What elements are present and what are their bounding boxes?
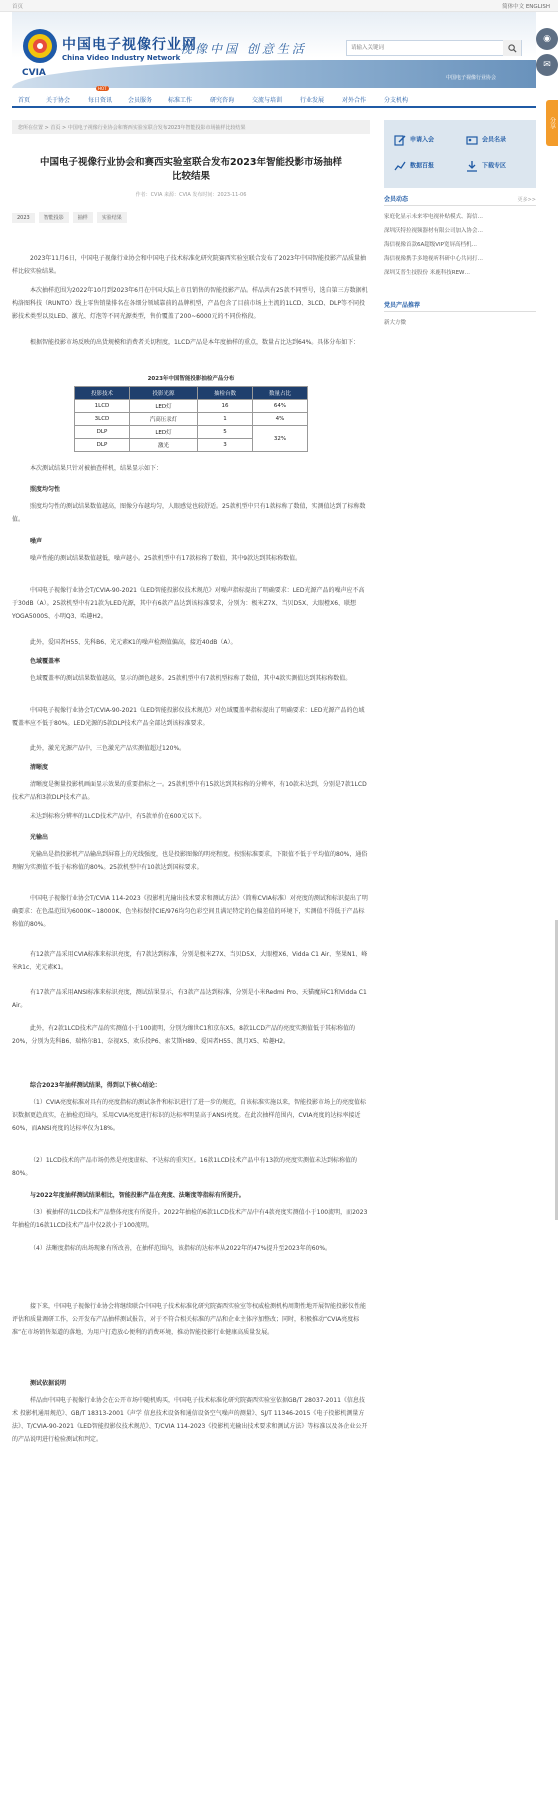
tag-item[interactable]: 2023	[12, 213, 35, 223]
section-heading: 照度均匀性	[30, 486, 61, 493]
table-header: 投影光源	[129, 387, 197, 400]
article-tags	[12, 212, 131, 223]
share-button[interactable]: 分享	[546, 100, 558, 146]
table-row: 3LCD 汽高压汞灯 1 4%	[75, 413, 308, 426]
paragraph: 此外，爱国者H55、先科B6、光元素K1的噪声检测值偏高，接近40dB（A）。	[30, 639, 237, 646]
paragraph: 此外，激光光源产品中，三色激光产品实测值超过120%。	[30, 745, 186, 752]
paragraph: （2）1LCD技术的产品市场仍然是亮度虚标、不达标的重灾区。16款1LCD技术产品中有13款的亮度实测值未达到标称值的80%。	[12, 1157, 358, 1177]
quick-link-members[interactable]: 会员名录	[466, 134, 526, 148]
language-switch[interactable]: 简体中文 ENGLISH	[502, 4, 550, 10]
list-item[interactable]: 海信视像首款6A超级VIP宽屏高档机…	[384, 242, 477, 248]
brand-name-en: China Video Industry Network	[62, 54, 181, 62]
table-header: 投影技术	[75, 387, 130, 400]
list-item[interactable]: 海信视像携手多地视听科研中心共同打…	[384, 256, 484, 262]
search-box	[346, 40, 522, 56]
nav-training[interactable]: 交流与培训	[252, 97, 283, 104]
weibo-icon[interactable]: ◉	[536, 28, 558, 50]
paragraph: （3）被抽样的1LCD技术产品整体亮度有所提升。2022年抽检的6款1LCD技术产品中有4款亮度实测值小于100流明，而2023年抽检的16款1LCD技术产品中仅2款小于100流明。	[12, 1209, 368, 1229]
nav-news[interactable]: 每日资讯	[88, 97, 113, 104]
tag-item[interactable]: 智能投影	[39, 212, 69, 223]
tag-item[interactable]: 实验结果	[97, 212, 127, 223]
paragraph: （4）法晰度指标的出场现象有所改善，在抽样范围内，该指标的达标率从2022年的47%提升至2023年的60%。	[30, 1245, 332, 1252]
quick-link-join[interactable]: 申请入会	[394, 134, 454, 148]
section-heading: 清晰度	[30, 764, 49, 771]
nav-cooperation[interactable]: 对外合作	[342, 97, 367, 104]
section-heading: 噪声	[30, 538, 43, 545]
list-item[interactable]: 新大方微	[384, 320, 407, 326]
quick-link-download[interactable]: 下载专区	[466, 160, 526, 174]
section-heading: 综合2023年抽样测试结果，得到以下核心结论：	[30, 1082, 161, 1089]
paragraph: 色域覆盖率的测试结果数值越高，显示的颜色越多。25款机型中有7款机型标称了数值，其中4款实测值达到其标称数值。	[30, 675, 352, 682]
top-bar	[0, 0, 558, 12]
paragraph: 中国电子视像行业协会T/CVIA-90-2021《LED智能投影仪技术规范》对色域覆盖率指标提出了明确要求：LED光源产品的色域覆盖率应不低于80%。LED光源的5款DLP技术产品全部达到该标准要求。	[12, 707, 365, 727]
paragraph: （1）CVIA亮度标准对具有的亮度指标的测试条件和标识进行了进一步的规范，自该标准实施以来，智能投影市场上的亮度值标识数据更趋真实，在抽检范围内，采用CVIA亮度进行标识的达标率明显高于ANSI亮度。在此次抽样范围内，CVIA亮度的达标率接近60%，而ANSI亮度的达标率仅为18%。	[12, 1099, 366, 1132]
tag-item[interactable]: 抽样	[73, 212, 93, 223]
paragraph: 根据智能投影市场反映的出货规模和消费者关切程度，1LCD产品是本年度抽样的重点，数量占比达到64%。具体分布如下：	[30, 339, 360, 346]
table-caption: 2023年中国智能投影抽检产品分布	[147, 376, 235, 382]
table-header: 数量占比	[253, 387, 308, 400]
breadcrumb: 您所在位置 > 首页 > 中国电子视像行业协会和赛西实验室联合发布2023年智能投影市场抽样比较结果	[12, 120, 370, 134]
paragraph: 照度均匀性的测试结果数值越高，图像分布越均匀，人眼感觉也较舒适。25款机型中只有1款标称了数值，实测值达到了标称数值。	[12, 503, 366, 523]
paragraph: 本次测试结果只针对被抽查样机，结果显示如下：	[30, 465, 163, 472]
paragraph: 中国电子视像行业协会T/CVIA-90-2021《LED智能投影仪技术规范》对噪声指标提出了明确要求：LED光源产品的噪声应不高于30dB（A）。25款机型中有21款为LED光源，其中有6款产品达到该标准要求，分别为：极米Z7X、当贝D5X、大眼橙X6、联想YOGA5000S、小明Q3、哈趣H2。	[12, 587, 365, 620]
table-row: DLP LED灯 5 32%	[75, 426, 308, 439]
section-heading: 测试依据说明	[30, 1380, 67, 1387]
wechat-icon[interactable]: ✉	[536, 54, 558, 76]
article-meta: 作者：CVIA 来源：CVIA 发布时间：2023-11-06	[135, 192, 247, 198]
main-nav	[12, 86, 536, 108]
nav-industry[interactable]: 行业发展	[300, 97, 325, 104]
paragraph: 本次抽样范围为2022年10月到2023年6月在中国大陆上市且销售的智能投影产品。样品共有25款不同型号，选自第三方数据机构洛图科技（RUNTO）线上零售销量排名在各细分领域靠前的品牌机型，产品包含了目前市场上主流的1LCD、3LCD、DLP等不同投影技术类型以及LED、激光、灯泡等不同光源类型，售价覆盖了200~6000元的不同价格段。	[12, 287, 368, 320]
distribution-table	[74, 386, 308, 452]
publication-section-title: 党员产品推荐	[384, 300, 536, 312]
site-banner	[12, 12, 536, 88]
quick-links	[384, 120, 536, 188]
paragraph: 清晰度是衡量投影机画面显示效果的重要指标之一。25款机型中有15款达到其标称的分辨率，有10款未达到，分别是7款1LCD技术产品和3款DLP技术产品。	[12, 781, 367, 801]
edit-icon	[394, 134, 406, 146]
paragraph: 未达到标称分辨率的1LCD技术产品中，有5款单价在600元以下。	[30, 813, 206, 820]
table-header: 抽检台数	[198, 387, 253, 400]
paragraph: 2023年11月6日，中国电子视像行业协会和中国电子技术标准化研究院赛西实验室联合发布了2023年中国智能投影产品质量抽样比较实验结果。	[12, 255, 366, 275]
paragraph: 有17款产品采用ANSI标准来标识亮度，测试结果显示，有3款产品达到标准，分别是小米Redmi Pro、天猫魔屏C1和Vidda C1 Air。	[12, 989, 367, 1009]
nav-member[interactable]: 会员服务	[128, 97, 153, 104]
list-item[interactable]: 深圳艾普生技股份 米鹿科技REW…	[384, 270, 470, 276]
list-item[interactable]: 深圳沃特拉视频器材有限公司加入协会…	[384, 228, 484, 234]
list-item[interactable]: 家庭化显示未来零电视补贴模式、海信…	[384, 214, 484, 220]
search-icon	[508, 44, 517, 53]
quick-link-data[interactable]: 数据百报	[394, 160, 454, 174]
paragraph: 中国电子视像行业协会T/CVIA 114-2023《投影机光输出技术要求和测试方法》（简称CVIA标准）对亮度的测试和标识提出了明确要求：在色温范围为6000K~18000K、色坐标保持CIE/976均匀色彩空间且满足特定的色偏差值的环境下，实测值不得低于产品标称值的80%。	[12, 895, 368, 928]
section-heading: 与2022年度抽样测试结果相比，智能投影产品在亮度、法晰度等指标有所提升。	[30, 1192, 245, 1199]
chart-icon	[394, 160, 406, 172]
topbar-home-link[interactable]: 首页	[12, 4, 24, 10]
nav-about[interactable]: 关于协会	[46, 97, 71, 104]
nav-research[interactable]: 研究咨询	[210, 97, 235, 104]
banner-note: 中国电子视像行业协会	[445, 75, 496, 81]
section-heading: 色域覆盖率	[30, 658, 61, 665]
nav-standard[interactable]: 标准工作	[168, 97, 193, 104]
download-icon	[466, 160, 478, 172]
news-section-title: 会员动态 更多>>	[384, 194, 536, 206]
publication-list	[384, 318, 536, 332]
news-list	[384, 212, 536, 282]
search-input[interactable]	[347, 41, 497, 55]
slogan: 视像中国 创意生活	[180, 42, 307, 56]
nav-branch[interactable]: 分支机构	[384, 97, 409, 104]
paragraph: 有12款产品采用CVIA标准来标识亮度，有7款达到标准，分别是极米Z7X、当贝D5X、大眼橙X6、Vidda C1 Air、坚果N1、峰米R1c、光元素K1。	[12, 951, 368, 971]
paragraph: 样品由中国电子视像行业协会在公开市场中随机购买，中国电子技术标准化研究院赛西实验室依据GB/T 28037-2011《信息技术 投影机通用规范》、GB/T 18313-2001《声学 信息技术设备和通信设备空气噪声的测量》、SJ/T 11346-2015《电子投影机测量方法》、T/CVIA-90-2021《LED智能投影仪技术规范》、T/CVIA 114-2023《投影机光输出技术要求和测试方法》等标准以及各企业公开的产品说明进行检验测试和判定。	[12, 1397, 368, 1443]
paragraph: 噪声性能的测试结果数值越低，噪声越小。25款机型中有17款标称了数值，其中9款达到其标称数值。	[30, 555, 302, 562]
cvia-logo-icon[interactable]	[20, 26, 60, 66]
card-icon	[466, 134, 478, 146]
paragraph: 接下来，中国电子视像行业协会将继续联合中国电子技术标准化研究院赛西实验室等权威检测机构周期性地开展智能投影仪性能评估和质量调研工作，公开发布产品抽样测试报告，对于不符合相关标准的产品和企业主体序加整改；同时，积极推动“CVIA亮度标准”在市场销售渠道的落地，为用户打造放心便利的消费环境，推动智能投影行业健康高质量发展。	[12, 1303, 367, 1336]
nav-home[interactable]: 首页	[18, 97, 31, 104]
search-button[interactable]	[503, 40, 521, 56]
news-more-link[interactable]: 更多>>	[517, 197, 536, 203]
cvia-text: CVIA	[22, 68, 46, 78]
brand-name-cn: 中国电子视像行业网	[62, 37, 197, 53]
section-heading: 光输出	[30, 834, 49, 841]
table-row: DLP 激光 3	[75, 439, 308, 452]
paragraph: 此外，有2款1LCD技术产品的实测值小于100流明，分别为臻世C1和京东X5。8款1LCD产品的亮度实测值低于其标称值的20%，分别为先科B6、瑞格尔B1、奈视X5、欢乐投P6、索艾斯H89、爱国者H55、凯月X5、哈趣H2。	[12, 1025, 355, 1045]
hot-badge: HOT	[98, 86, 107, 91]
paragraph: 光输出是指投影机产品输出到屏幕上的光线强度，也是投影图像的明亮程度。按照标准要求，下限值不低于平均值的80%，通俗理解为实测值不低于标称值的80%。25款机型中有10款达到国标要求。	[12, 851, 368, 871]
article-title: 中国电子视像行业协会和赛西实验室联合发布2023年智能投影市场抽样 比较结果	[40, 157, 342, 182]
table-row: 1LCD LED灯 16 64%	[75, 400, 308, 413]
